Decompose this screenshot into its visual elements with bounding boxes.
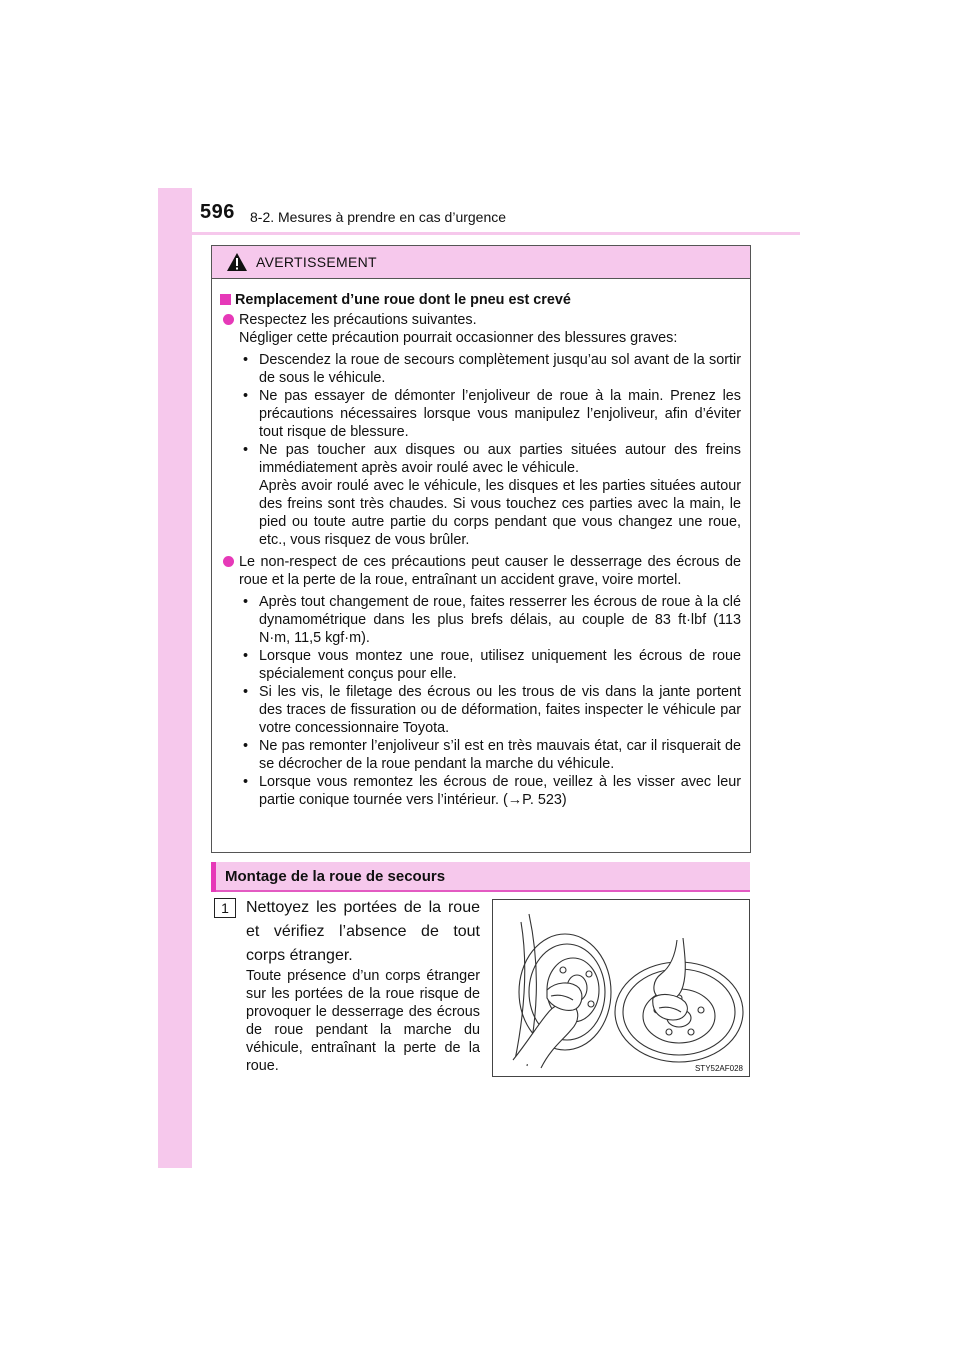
warning-item-1: [220, 311, 741, 347]
warning-item-2-bullets: [239, 593, 741, 809]
list-item: • Ne pas remonter l’enjoliveur s’il est en très mauvais état, car il risquerait de se décrocher de la roue pendant la marche du véhicule.: [243, 738, 741, 772]
arrow-icon: →: [507, 792, 523, 808]
section-title-bar: [211, 862, 750, 892]
step-number-badge: 1: [214, 898, 236, 918]
wheel-cleaning-illustration: [492, 899, 750, 1077]
warning-body: [212, 279, 750, 809]
warning-item-1-text: Respectez les précautions suivantes.: [239, 312, 477, 328]
square-bullet-icon: [220, 294, 231, 305]
list-item: • Ne pas toucher aux disques ou aux parties situées autour des freins immédiatement après avoir roulé avec le véhicule. Après avoir roulé avec le véhicule, les disques et les parties situées autour des freins sont très chaudes. Si vous touchez ces parties avec la main, le pied ou toute autre partie du corps pendant que vous changez une roue, etc., vous risquez de vous brûler.: [243, 442, 741, 548]
warning-item-1-bullets: [239, 351, 741, 549]
list-item: • Ne pas essayer de démonter l’enjoliveur de roue à la main. Prenez les précautions nécessaires lorsque vous manipulez l’enjoliveur, afin d’éviter tout risque de blessure.: [243, 388, 741, 440]
warning-triangle-icon: [226, 252, 248, 272]
warning-heading: [220, 291, 741, 309]
section-heading: 8-2. Mesures à prendre en cas d’urgence: [250, 209, 507, 225]
illustration-code: STY52AF028: [694, 1064, 743, 1073]
step-instruction: Nettoyez les portées de la roue et vérifiez l’absence de tout corps étranger.: [246, 899, 480, 964]
warning-heading-text: Remplacement d’une roue dont le pneu est crevé: [235, 292, 571, 308]
page-number: 596: [200, 201, 235, 223]
bullet-continuation: Après avoir roulé avec le véhicule, les disques et les parties situées autour des freins sont très chaudes. Si vous touchez ces parties avec la main, le pied ou toute autre partie du corps pendant que vous changez une roue, etc., vous risquez de vous brûler.: [259, 478, 741, 548]
list-item: • Descendez la roue de secours complètement jusqu’au sol avant de la sortir de sous le véhicule.: [243, 352, 741, 386]
list-item: • Lorsque vous montez une roue, utilisez uniquement les écrous de roue spécialement conçus pour elle.: [243, 648, 741, 682]
section-title: Montage de la roue de secours: [225, 868, 446, 885]
warning-item-2: [220, 553, 741, 589]
list-item: • Lorsque vous remontez les écrous de roue, veillez à les visser avec leur partie conique tournée vers l’intérieur. (→P. 523): [243, 774, 741, 808]
bullet-text: Ne pas toucher aux disques ou aux parties situées autour des freins immédiatement après avoir roulé avec le véhicule.: [259, 442, 741, 476]
circle-bullet-icon: [223, 314, 234, 325]
header-rule: [192, 232, 800, 235]
page-reference-link[interactable]: P. 523): [522, 792, 567, 808]
list-item: • Si les vis, le filetage des écrous ou les trous de vis dans la jante portent des traces de fissuration ou de déformation, faites inspecter le véhicule par votre concessionnaire Toyota.: [243, 684, 741, 736]
wheel-cleaning-drawing: [493, 900, 749, 1076]
warning-box: [211, 245, 751, 853]
list-item: • Après tout changement de roue, faites resserrer les écrous de roue à la clé dynamométrique dans les plus brefs délais, au couple de 83 ft·lbf (113 N·m, 11,5 kgf·m).: [243, 594, 741, 646]
warning-header: [212, 246, 750, 279]
warning-label: AVERTISSEMENT: [256, 254, 377, 270]
step-explanation: Toute présence d’un corps étranger sur les portées de la roue risque de provoquer le desserrage des écrous de roue pendant la marche du véhicule, entraînant la perte de la roue.: [246, 968, 480, 1074]
bullet-text: Lorsque vous remontez les écrous de roue, veillez à les visser avec leur partie conique tournée vers l’intérieur. (: [259, 774, 741, 808]
warning-item-2-text: Le non-respect de ces précautions peut causer le desserrage des écrous de roue et la perte de la roue, entraînant un accident grave, voire mortel.: [239, 554, 741, 588]
side-tab-band: [158, 188, 192, 1168]
warning-item-1-text2: Négliger cette précaution pourrait occasionner des blessures graves:: [239, 330, 678, 346]
circle-bullet-icon: [223, 556, 234, 567]
